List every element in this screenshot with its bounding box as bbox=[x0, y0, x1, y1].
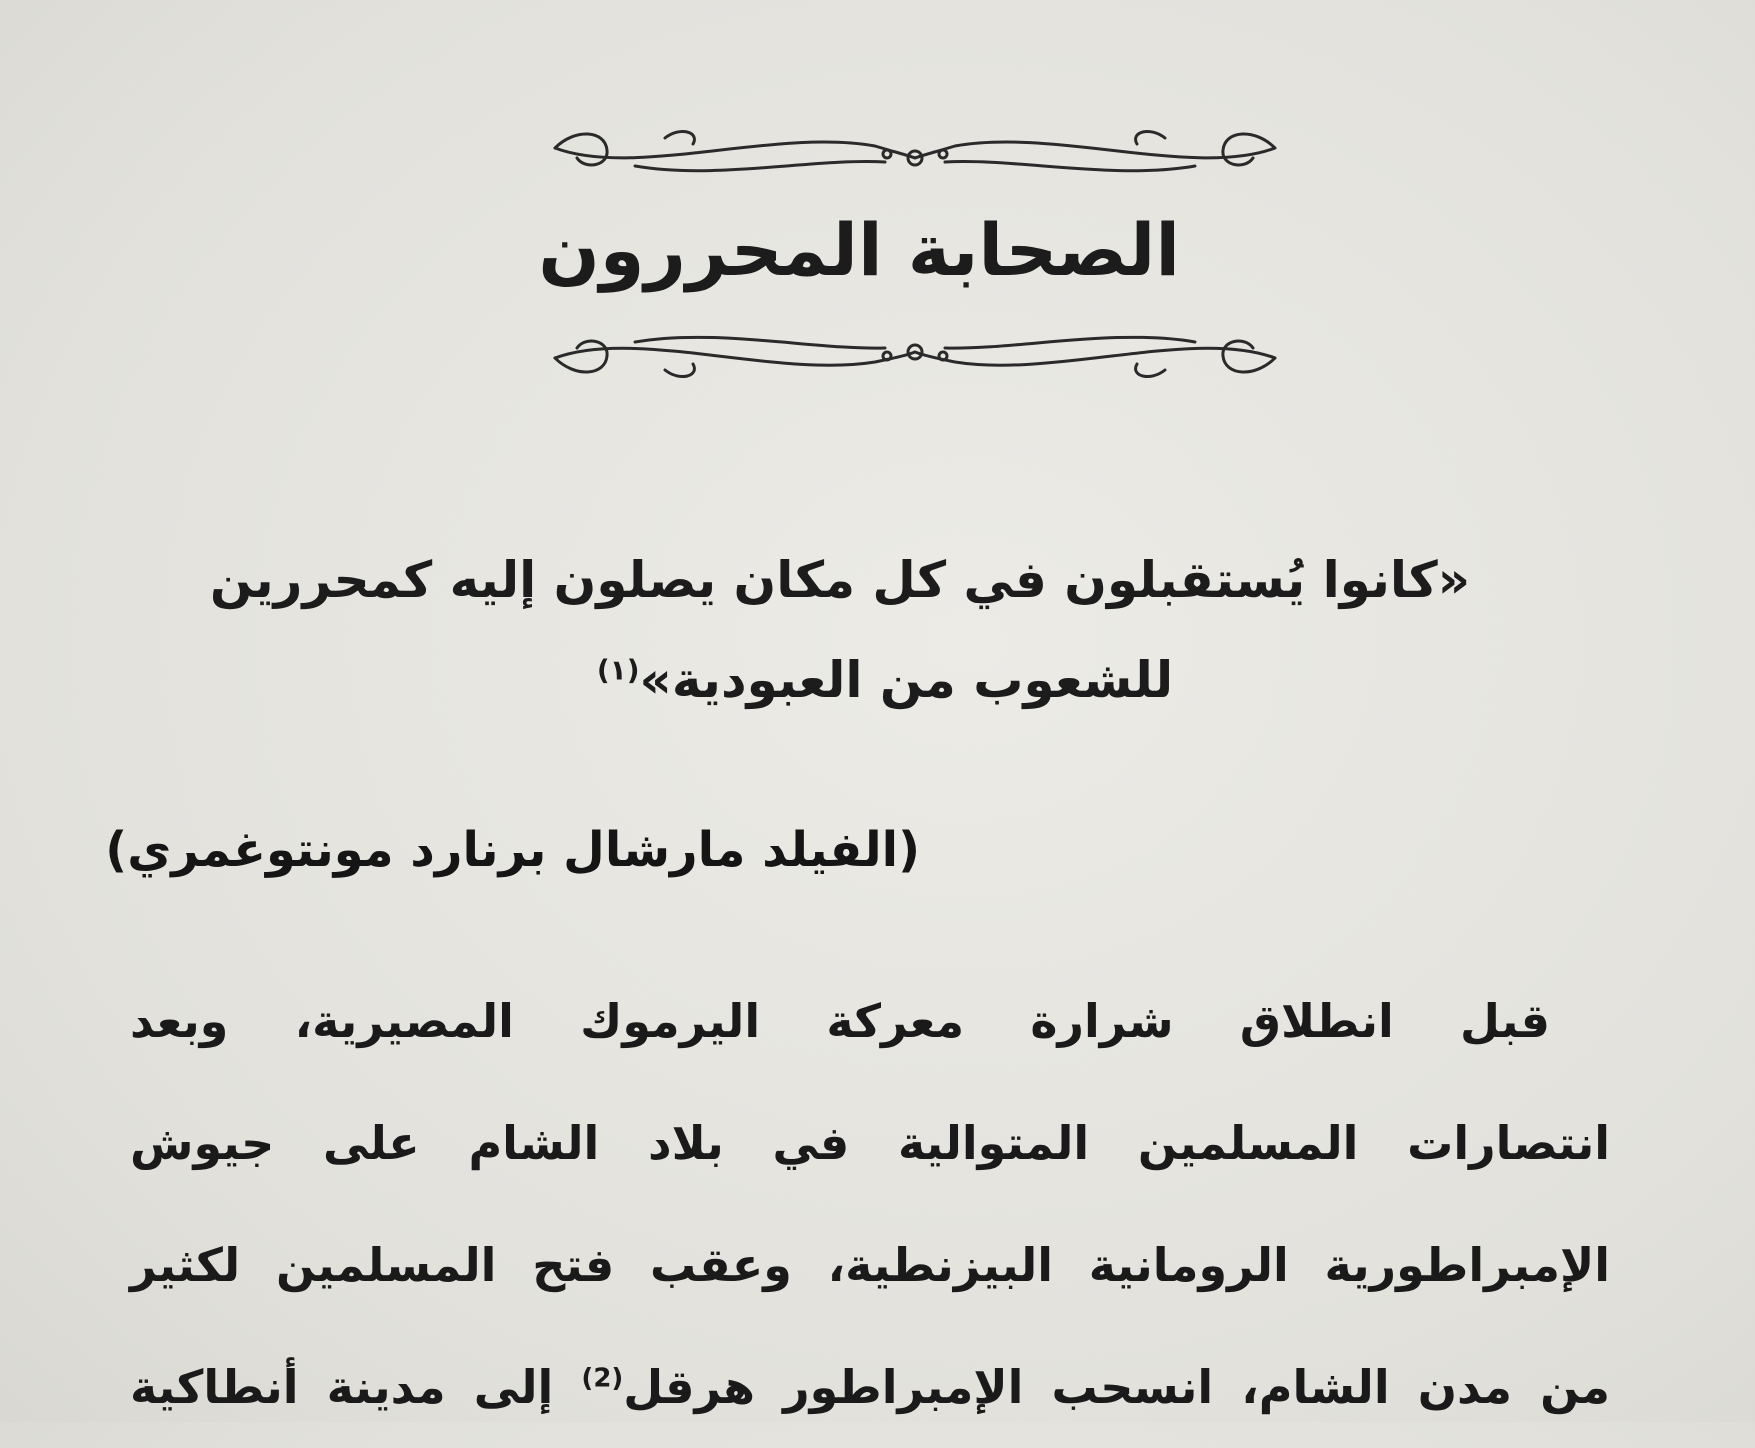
body-line-4 bbox=[130, 1326, 1610, 1448]
epigraph-line-2 bbox=[300, 630, 1470, 730]
footnote-ref-1: (١) bbox=[596, 653, 640, 687]
bottom-ornament-divider bbox=[515, 318, 1315, 398]
epigraph-line-2-text: للشعوب من العبودية» bbox=[639, 651, 1174, 709]
body-line-4-start: من مدن الشام، انسحب الإمبراطور هرقل bbox=[623, 1360, 1610, 1414]
top-ornament-divider bbox=[515, 118, 1315, 198]
flourish-icon bbox=[515, 318, 1315, 398]
footnote-ref-2: (2) bbox=[581, 1363, 624, 1394]
body-paragraph bbox=[130, 960, 1610, 1448]
epigraph-attribution: (الفيلد مارشال برنارد مونتوغمري) bbox=[105, 822, 920, 878]
body-line-3: الإمبراطورية الرومانية البيزنطية، وعقب فتح المسلمين لكثير bbox=[130, 1238, 1610, 1292]
body-line-1: قبل انطلاق شرارة معركة اليرموك المصيرية، وبعد bbox=[130, 994, 1550, 1048]
flourish-icon bbox=[515, 118, 1315, 198]
body-line-2: انتصارات المسلمين المتوالية في بلاد الشام على جيوش bbox=[130, 1116, 1610, 1170]
epigraph-line-1: «كانوا يُستقبلون في كل مكان يصلون إليه كمحررين bbox=[209, 551, 1470, 609]
body-line-4-end: إلى مدينة أنطاكية bbox=[130, 1360, 582, 1414]
chapter-title: الصحابة المحررون bbox=[538, 208, 1180, 292]
epigraph-quote bbox=[209, 530, 1470, 730]
